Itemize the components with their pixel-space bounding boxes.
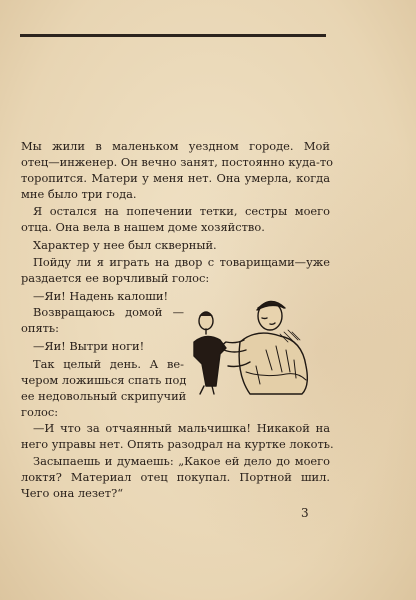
text-line: Так целый день. А ве- — [33, 357, 184, 371]
text-line: —Яи! Вытри ноги! — [33, 339, 145, 353]
text-line: раздается ее ворчливый голос: — [21, 271, 210, 285]
text-line: локтя? Материал отец покупал. Портной шил. — [21, 470, 330, 484]
text-line: мне было три года. — [21, 187, 137, 201]
text-line: опять: — [21, 321, 59, 335]
text-line: Засыпаешь и думаешь: „Какое ей дело до моего — [33, 454, 330, 468]
illustration-aunt-scolding-boy — [186, 290, 312, 395]
text-line: отца. Она вела в нашем доме хозяйство. — [21, 220, 265, 234]
text-line: Чего она лезет?“ — [21, 486, 124, 500]
text-line: —Яи! Надень калоши! — [33, 289, 169, 303]
text-line: Пойду ли я играть на двор с товарищами—уже — [33, 255, 330, 269]
text-line: Мы жили в маленьком уездном городе. Мой — [21, 139, 330, 153]
text-line: Характер у нее был скверный. — [33, 238, 217, 252]
text-line: голос: — [21, 405, 59, 419]
text-line: торопится. Матери у меня нет. Она умерла, когда — [21, 171, 330, 185]
text-line: него управы нет. Опять разодрал на куртке локоть. — [21, 437, 334, 451]
text-line: Возвращаюсь домой — — [33, 305, 184, 319]
text-line: —И что за отчаянный мальчишка! Никакой на — [33, 421, 330, 435]
top-rule — [20, 34, 326, 37]
text-line: ее недовольный скрипучий — [21, 389, 187, 403]
page-number: 3 — [301, 506, 309, 520]
text-line: чером ложишься спать под — [21, 373, 187, 387]
text-line: Я остался на попечении тетки, сестры моего — [33, 204, 330, 218]
text-line: отец—инженер. Он вечно занят, постоянно куда-то — [21, 155, 333, 169]
